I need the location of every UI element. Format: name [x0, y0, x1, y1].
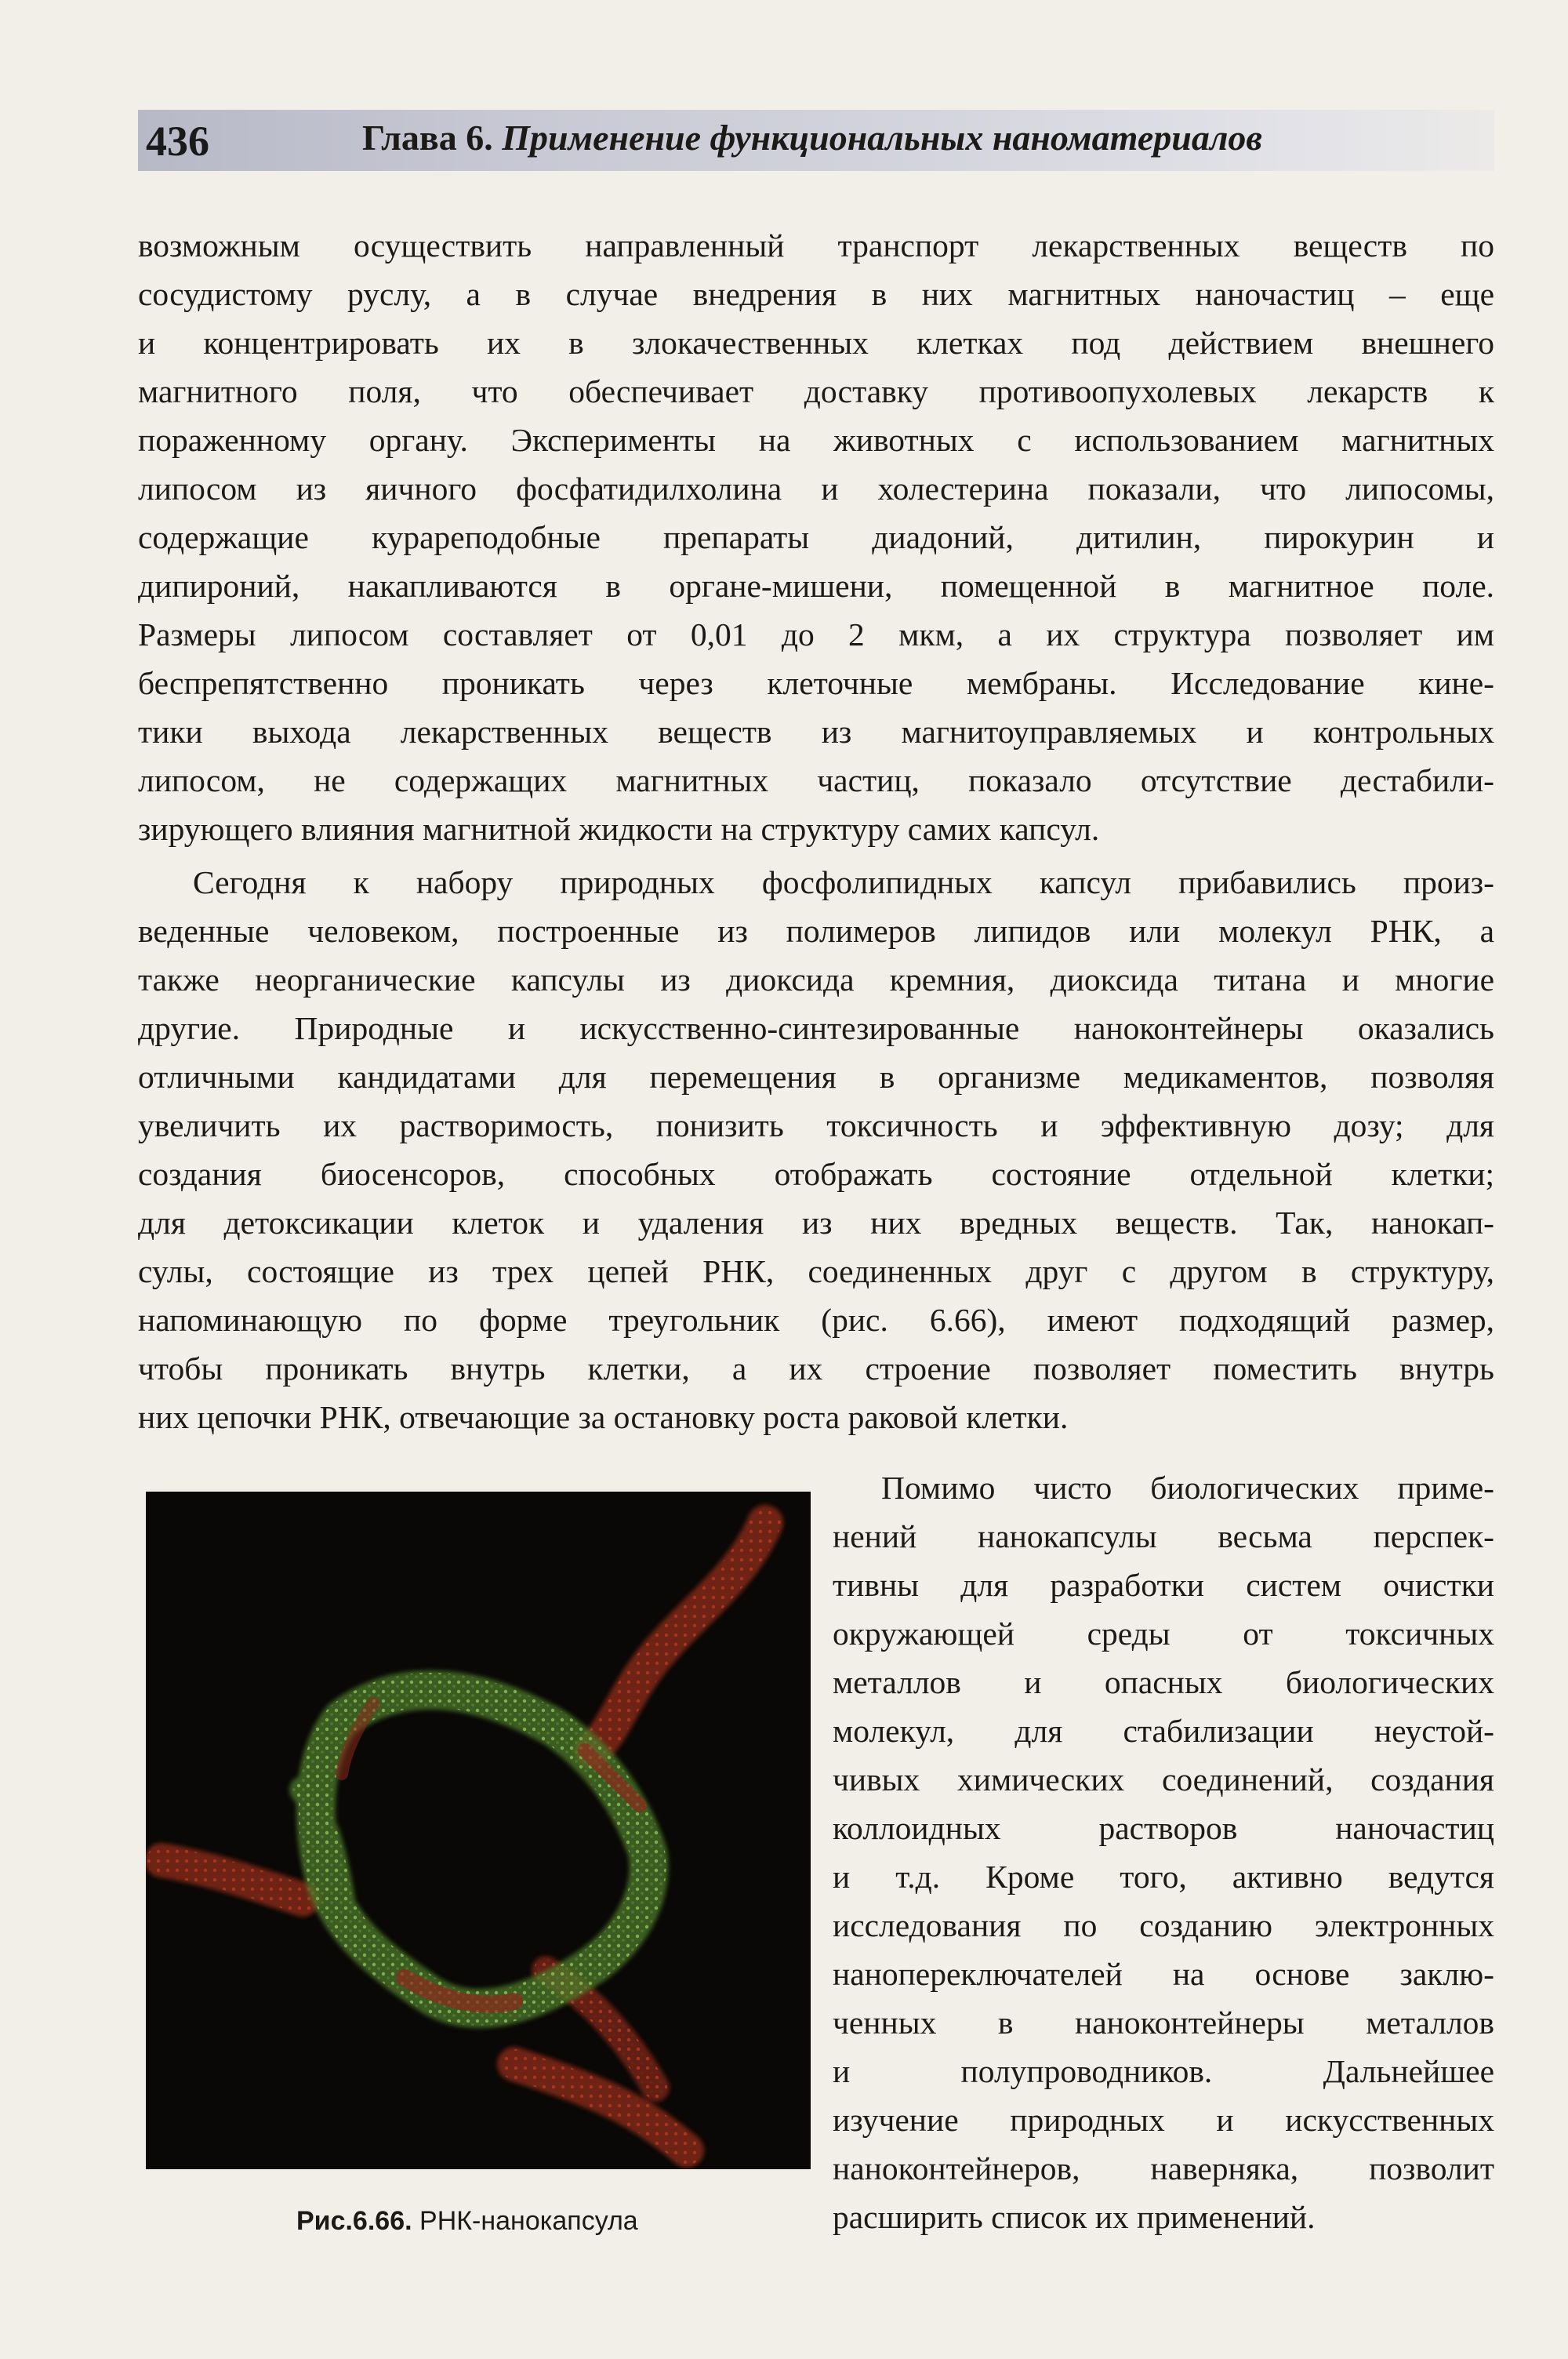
rna-nanocapsule-image	[146, 1492, 811, 2169]
body-line: напоминающую по форме треугольник (рис. 6.66), имеют подходящий размер,	[138, 1302, 1494, 1338]
side-text-line: окружающей среды от токсичных	[833, 1616, 1494, 1652]
body-line: также неорганические капсулы из диоксида кремния, диоксида титана и многие	[138, 961, 1494, 998]
figure-caption-text: РНК-нанокапсула	[419, 2206, 638, 2236]
body-line: беспрепятственно проникать через клеточные мембраны. Исследование кине-	[138, 665, 1494, 701]
side-text-line: ченных в наноконтейнеры металлов	[833, 2005, 1494, 2041]
chapter-name: Применение функциональных наноматериалов	[502, 118, 1262, 158]
body-line: липосом, не содержащих магнитных частиц, показало отсутствие дестабили-	[138, 762, 1494, 798]
side-text-line: чивых химических соединений, создания	[833, 1761, 1494, 1797]
body-line: Размеры липосом составляет от 0,01 до 2 мкм, а их структура позволяет им	[138, 616, 1494, 652]
body-line: другие. Природные и искусственно-синтезированные наноконтейнеры оказались	[138, 1010, 1494, 1046]
figure-label: Рис.6.66.	[296, 2206, 412, 2236]
side-text-line: и полупроводников. Дальнейшее	[833, 2053, 1494, 2089]
side-text-line: Помимо чисто биологических приме-	[881, 1470, 1494, 1506]
body-line: чтобы проникать внутрь клетки, а их строение позволяет поместить внутрь	[138, 1350, 1494, 1387]
body-line: сосудистому руслу, а в случае внедрения в них магнитных наночастиц – еще	[138, 276, 1494, 312]
side-text-line: наноконтейнеров, наверняка, позволит	[833, 2150, 1494, 2186]
page-number: 436	[146, 118, 209, 165]
side-text-line: исследования по созданию электронных	[833, 1907, 1494, 1943]
body-line: и концентрировать их в злокачественных клетках под действием внешнего	[138, 325, 1494, 361]
body-line: магнитного поля, что обеспечивает доставку противоопухолевых лекарств к	[138, 373, 1494, 409]
side-text-line: нений нанокапсулы весьма перспек-	[833, 1518, 1494, 1554]
chapter-title	[362, 114, 1262, 162]
side-text-line: изучение природных и искусственных	[833, 2102, 1494, 2138]
side-text-line: и т.д. Кроме того, активно ведутся	[833, 1859, 1494, 1895]
body-line: веденные человеком, построенные из полимеров липидов или молекул РНК, а	[138, 913, 1494, 949]
chapter-label: Глава 6.	[362, 118, 493, 158]
body-line: возможным осуществить направленный транспорт лекарственных веществ по	[138, 227, 1494, 264]
body-line: зирующего влияния магнитной жидкости на структуру самих капсул.	[138, 811, 1100, 847]
side-text-line: расширить список их применений.	[833, 2199, 1316, 2235]
body-line: тики выхода лекарственных веществ из магнитоуправляемых и контрольных	[138, 714, 1494, 750]
body-line: для детоксикации клеток и удаления из них вредных веществ. Так, нанокап-	[138, 1205, 1494, 1241]
side-text-line: нанопереключателей на основе заклю-	[833, 1956, 1494, 1992]
side-text-line: коллоидных растворов наночастиц	[833, 1810, 1494, 1846]
body-line: содержащие курареподобные препараты диадоний, дитилин, пирокурин и	[138, 519, 1494, 555]
side-text-line: металлов и опасных биологических	[833, 1664, 1494, 1700]
body-line: Сегодня к набору природных фосфолипидных капсул прибавились произ-	[193, 864, 1494, 900]
body-line: создания биосенсоров, способных отображать состояние отдельной клетки;	[138, 1156, 1494, 1192]
side-text-line: молекул, для стабилизации неустой-	[833, 1713, 1494, 1749]
body-line: отличными кандидатами для перемещения в организме медикаментов, позволяя	[138, 1059, 1494, 1095]
body-line: увеличить их растворимость, понизить токсичность и эффективную дозу; для	[138, 1107, 1494, 1143]
body-line: сулы, состоящие из трех цепей РНК, соединенных друг с другом в структуру,	[138, 1253, 1494, 1289]
side-text-line: тивны для разработки систем очистки	[833, 1567, 1494, 1603]
body-line: дипироний, накапливаются в органе-мишени, помещенной в магнитное поле.	[138, 568, 1494, 604]
body-line: липосом из яичного фосфатидилхолина и холестерина показали, что липосомы,	[138, 471, 1494, 507]
body-line: них цепочки РНК, отвечающие за остановку роста раковой клетки.	[138, 1399, 1069, 1435]
figure-caption	[296, 2205, 638, 2237]
body-line: пораженному органу. Эксперименты на животных с использованием магнитных	[138, 422, 1494, 458]
